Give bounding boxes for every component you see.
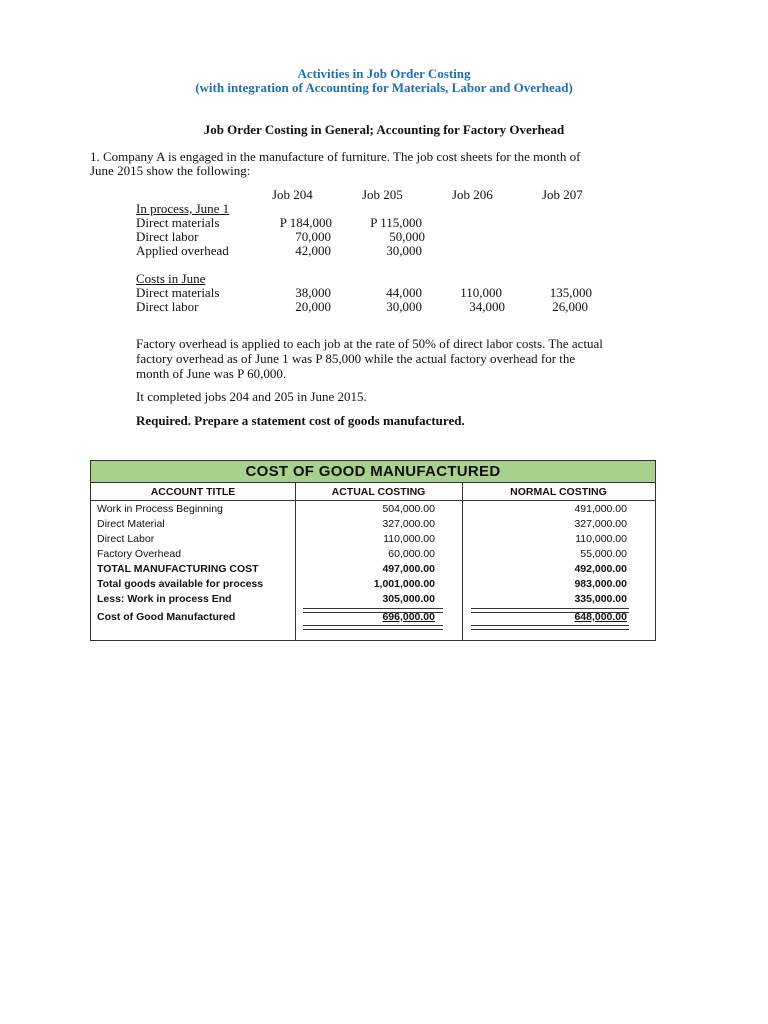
overhead-text-line2: factory overhead as of June 1 was P 85,000 while the actual factory overhead for the (136, 351, 576, 366)
overhead-text-line1: Factory overhead is applied to each job at the rate of 50% of direct labor costs. The actual (136, 336, 603, 351)
cell-value: 34,000 (469, 299, 505, 314)
table-row-cogm (91, 611, 655, 626)
normal-value: 55,000.00 (580, 548, 627, 560)
account-title: Direct Material (97, 518, 165, 530)
table-row (91, 503, 655, 518)
job-header: Job 206 (452, 187, 493, 202)
statement-title: COST OF GOOD MANUFACTURED (91, 461, 655, 483)
problem-intro-line2: June 2015 show the following: (90, 163, 251, 178)
account-title: Less: Work in process End (97, 593, 232, 605)
normal-value: 110,000.00 (575, 533, 627, 545)
table-row-wip-end (91, 593, 655, 608)
cell-value: 50,000 (389, 229, 425, 244)
cell-value: 38,000 (295, 285, 331, 300)
row-label: Direct labor (136, 229, 199, 244)
overhead-text-line3: month of June was P 60,000. (136, 366, 287, 381)
actual-value: 327,000.00 (382, 518, 435, 530)
cell-value: 20,000 (295, 299, 331, 314)
account-title: Total goods available for process (97, 578, 264, 590)
double-underline-normal (471, 625, 629, 630)
table-row (91, 533, 655, 548)
in-process-heading: In process, June 1 (136, 201, 230, 216)
problem-intro-line1: 1. Company A is engaged in the manufacture of furniture. The job cost sheets for the month of (90, 149, 581, 164)
table-row (91, 518, 655, 533)
actual-value: 1,001,000.00 (373, 578, 435, 590)
normal-value: 335,000.00 (574, 593, 627, 605)
row-label: Direct materials (136, 285, 220, 300)
actual-value: 305,000.00 (382, 593, 435, 605)
cell-value: 30,000 (386, 299, 422, 314)
col-header-account: ACCOUNT TITLE (150, 486, 236, 498)
double-underline-actual (303, 625, 443, 630)
account-title: Direct Labor (97, 533, 155, 545)
actual-value: 696,000.00 (382, 611, 435, 623)
job-header: Job 204 (272, 187, 313, 202)
cell-value: 42,000 (295, 243, 331, 258)
row-label: Direct labor (136, 299, 199, 314)
document-subtitle: (with integration of Accounting for Materials, Labor and Overhead) (195, 80, 573, 95)
header-divider (91, 500, 655, 501)
table-row-goods-available (91, 578, 655, 593)
cell-value: 26,000 (552, 299, 588, 314)
row-label: Applied overhead (136, 243, 229, 258)
cell-value: 30,000 (386, 243, 422, 258)
cell-value: 44,000 (386, 285, 422, 300)
account-title: TOTAL MANUFACTURING COST (97, 563, 259, 575)
account-title: Work in Process Beginning (97, 503, 223, 515)
normal-value: 983,000.00 (574, 578, 627, 590)
col-header-normal: NORMAL COSTING (510, 486, 607, 498)
cell-value: 135,000 (549, 285, 592, 300)
document-title: Activities in Job Order Costing (297, 66, 471, 81)
actual-value: 60,000.00 (388, 548, 435, 560)
actual-value: 497,000.00 (382, 563, 435, 575)
account-title: Factory Overhead (97, 548, 182, 560)
table-row (91, 548, 655, 563)
actual-value: 110,000.00 (383, 533, 435, 545)
costs-heading: Costs in June (136, 271, 206, 286)
cogm-statement-table (90, 460, 656, 641)
normal-value: 648,000.00 (574, 611, 627, 623)
section-title: Job Order Costing in General; Accounting for Factory Overhead (203, 122, 565, 137)
cell-value: P 115,000 (370, 215, 422, 230)
normal-value: 492,000.00 (574, 563, 627, 575)
table-row-total-manufacturing (91, 563, 655, 578)
completed-text: It completed jobs 204 and 205 in June 2015. (136, 389, 367, 404)
col-header-actual: ACTUAL COSTING (331, 486, 426, 498)
job-header: Job 205 (362, 187, 403, 202)
actual-value: 504,000.00 (382, 503, 435, 515)
cell-value: 110,000 (460, 285, 502, 300)
normal-value: 491,000.00 (574, 503, 627, 515)
required-text: Required. Prepare a statement cost of goods manufactured. (136, 413, 465, 428)
cell-value: 70,000 (295, 229, 331, 244)
cell-value: P 184,000 (279, 215, 332, 230)
row-label: Direct materials (136, 215, 220, 230)
account-title: Cost of Good Manufactured (97, 611, 236, 623)
job-header: Job 207 (542, 187, 583, 202)
normal-value: 327,000.00 (574, 518, 627, 530)
